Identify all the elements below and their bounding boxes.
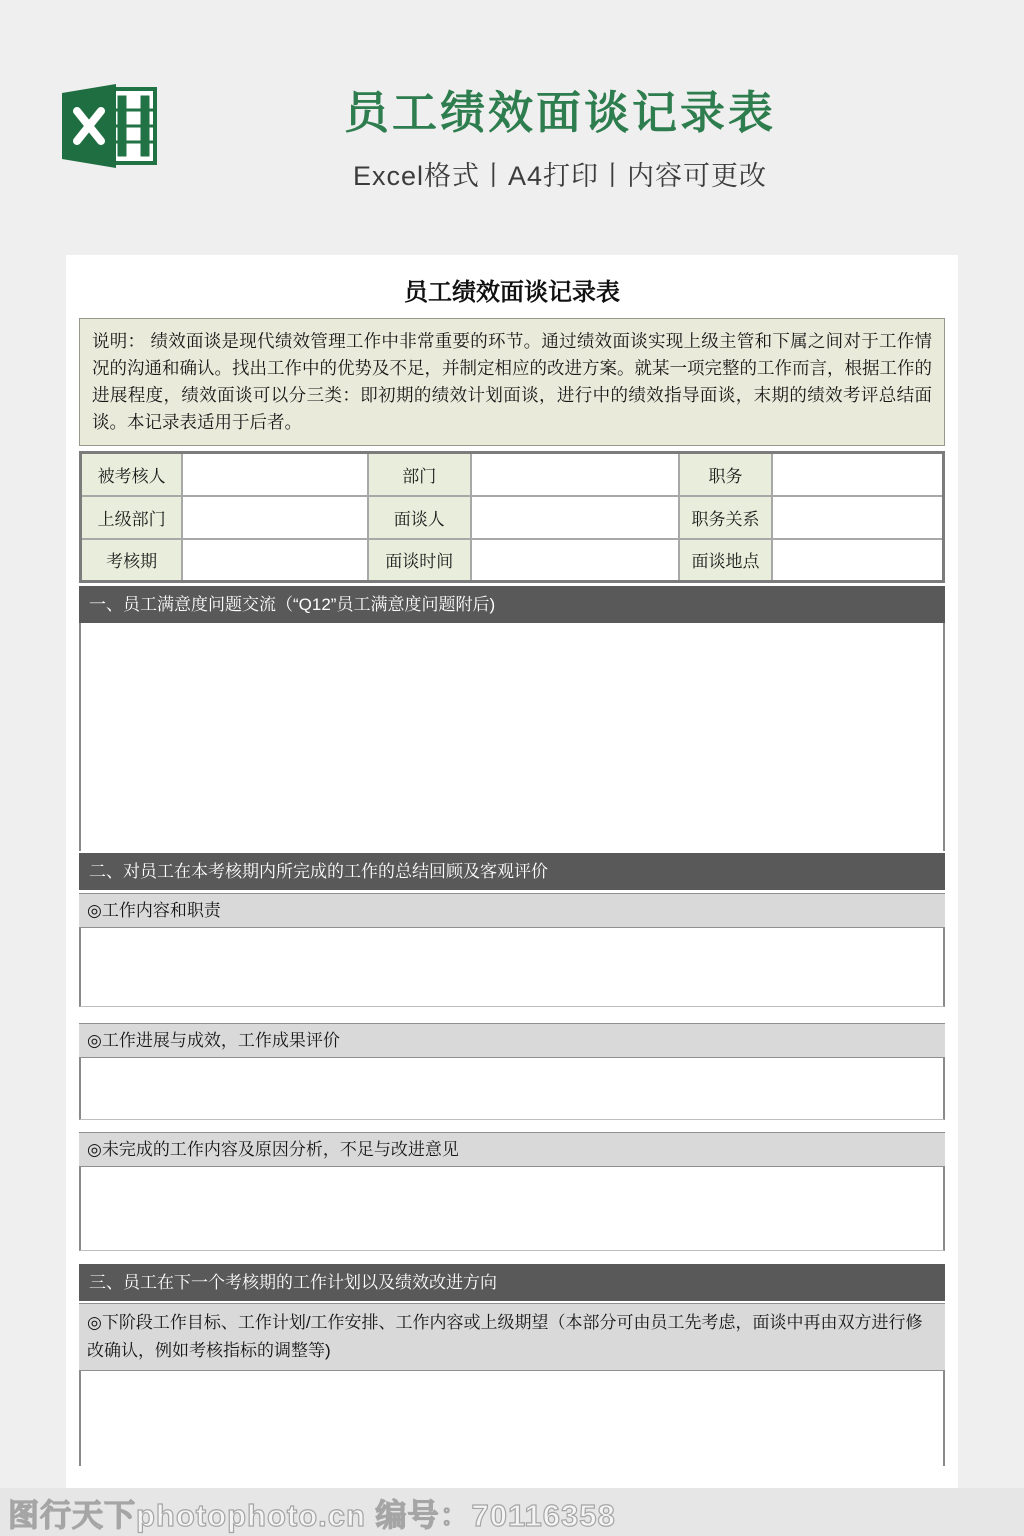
label-assessee: 被考核人 (81, 453, 183, 496)
input-cell-position-relation[interactable] (772, 496, 944, 539)
form-title: 员工绩效面谈记录表 (404, 279, 620, 306)
label-superior-department: 上级部门 (81, 496, 183, 539)
section3-header: 三、员工在下一个考核期的工作计划以及绩效改进方向 (79, 1264, 945, 1301)
page-subtitle: Excel格式丨A4打印丨内容可更改 (352, 160, 768, 191)
input-cell-interviewer[interactable] (471, 496, 680, 539)
form-document (66, 255, 958, 1488)
section2-subheader-progress: ◎工作进展与成效，工作成果评价 (79, 1023, 945, 1058)
section2-subheader-duties: ◎工作内容和职责 (79, 893, 945, 928)
info-table (79, 451, 945, 583)
input-cell-interview-location[interactable] (772, 539, 944, 582)
input-cell-interview-time[interactable] (471, 539, 680, 582)
label-interviewer: 面谈人 (368, 496, 471, 539)
footer-bar (0, 1488, 1024, 1536)
input-cell-assessee[interactable] (182, 453, 368, 496)
section2-header: 二、对员工在本考核期内所完成的工作的总结回顾及客观评价 (79, 853, 945, 890)
header (0, 0, 1024, 255)
form-description: 说明： 绩效面谈是现代绩效管理工作中非常重要的环节。通过绩效面谈实现上级主管和下属之间对于工作情况的沟通和确认。找出工作中的优势及不足，并制定相应的改进方案。就某一项完整的工作而言，根据工作的进展程度，绩效面谈可以分三类：即初期的绩效计划面谈，进行中的绩效指导面谈，末期的绩效考评总结面谈。本记录表适用于后者。 (79, 318, 945, 446)
page-title: 员工绩效面谈记录表 (343, 87, 776, 138)
excel-icon (62, 83, 159, 169)
input-cell-position[interactable] (772, 453, 944, 496)
label-interview-time: 面谈时间 (368, 539, 471, 582)
label-position: 职务 (679, 453, 771, 496)
watermark-text: 图行天下photophoto.cn 编号：70116358 (8, 1497, 616, 1533)
label-position-relation: 职务关系 (679, 496, 771, 539)
section2-subheader-unfinished: ◎未完成的工作内容及原因分析，不足与改进意见 (79, 1132, 945, 1167)
form-body (79, 318, 945, 1466)
input-cell-assessment-period[interactable] (182, 539, 368, 582)
input-cell-department[interactable] (471, 453, 680, 496)
table-row (81, 453, 944, 496)
section2-duties-notes-area[interactable] (79, 928, 945, 1007)
section1-notes-area[interactable] (79, 623, 945, 851)
input-cell-superior-department[interactable] (182, 496, 368, 539)
section3-goals-notes-area[interactable] (79, 1371, 945, 1466)
label-assessment-period: 考核期 (81, 539, 183, 582)
label-department: 部门 (368, 453, 471, 496)
section2-progress-notes-area[interactable] (79, 1058, 945, 1120)
table-row (81, 496, 944, 539)
table-row (81, 539, 944, 582)
section3-subheader-goals: ◎下阶段工作目标、工作计划/工作安排、工作内容或上级期望（本部分可由员工先考虑，面谈中再由双方进行修改确认，例如考核指标的调整等) (79, 1303, 945, 1371)
section2-unfinished-notes-area[interactable] (79, 1167, 945, 1251)
section1-header: 一、员工满意度问题交流（“Q12”员工满意度问题附后) (79, 586, 945, 623)
label-interview-location: 面谈地点 (679, 539, 771, 582)
